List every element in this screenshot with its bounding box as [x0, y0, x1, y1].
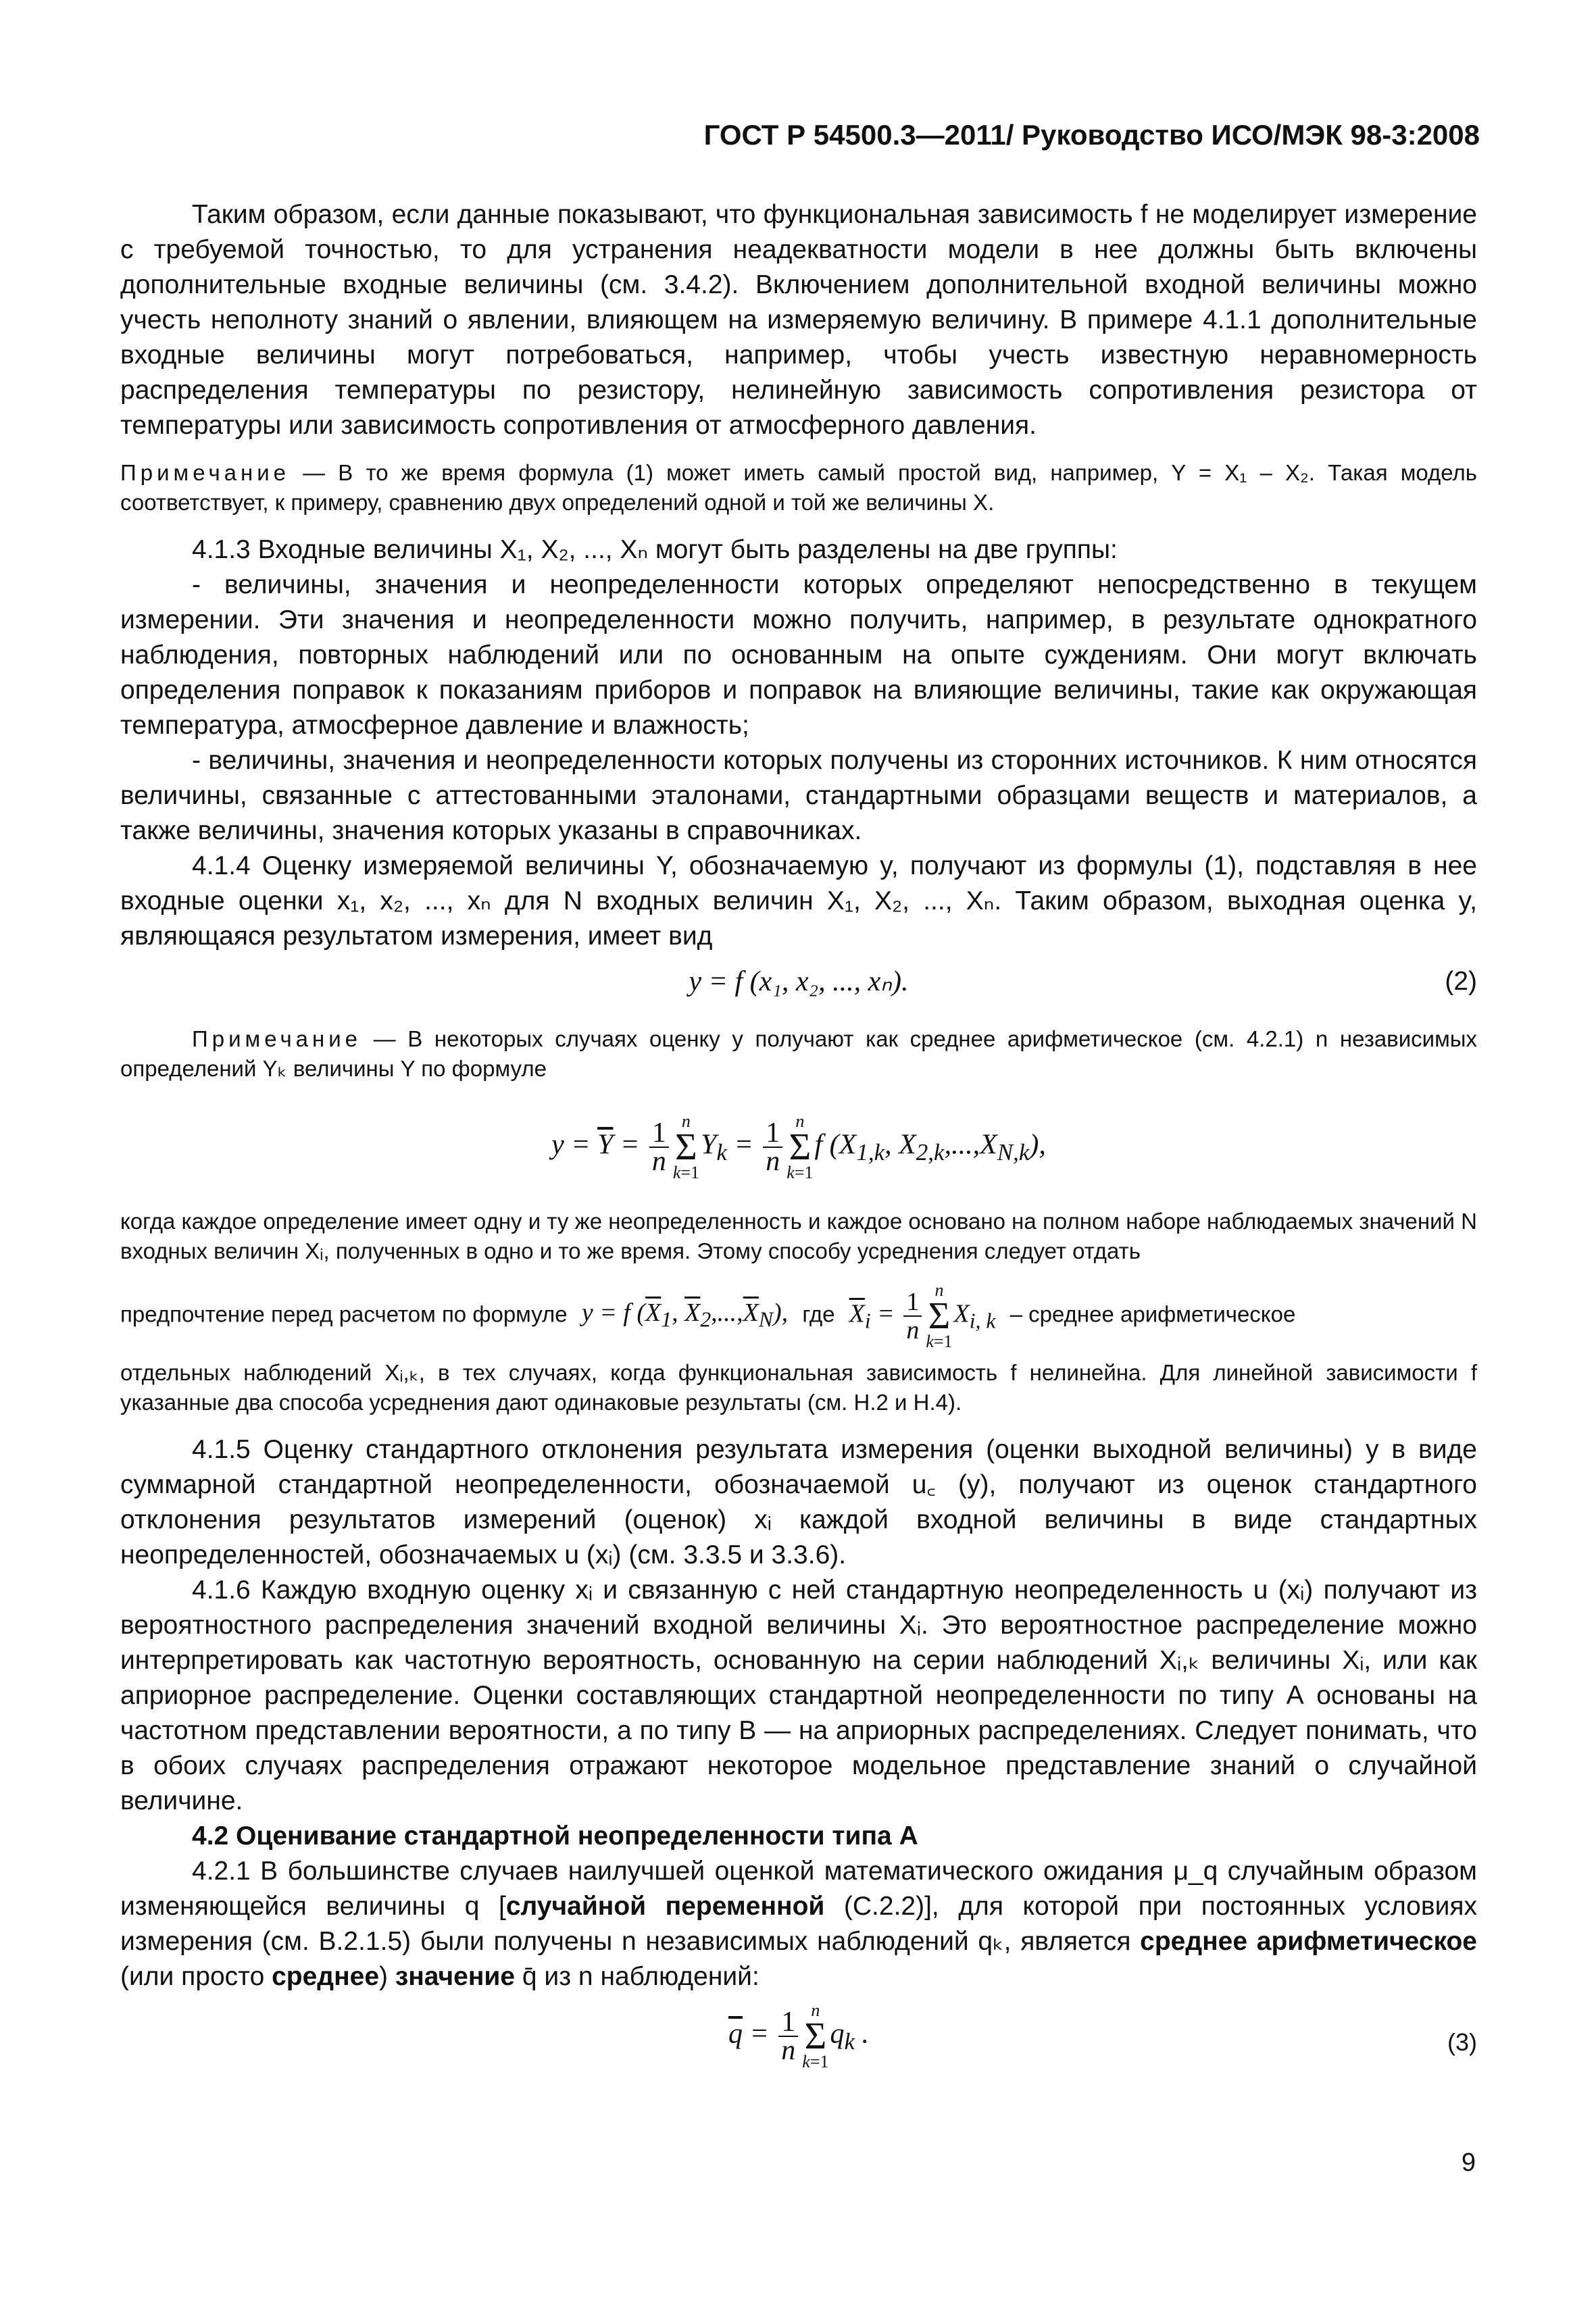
inline-mean-formula: $\overline{X}_i$ = $\frac{1}{n}$ n Σ k=1 $X_{i, k}$: [849, 1280, 996, 1351]
formula-3-number: (3): [1447, 2028, 1477, 2056]
note-2-continuation-2: отдельных наблюдений Xᵢ,ₖ, в тех случаях, когда функциональная зависимость f нелинейна. Для линейной зависимости f указанные два способа усреднения дают одинаковые результаты (см. Н.2 и Н.4).: [120, 1360, 1477, 1415]
paragraph-4-1-3-a: - величины, значения и неопределенности которых определяют непосредственно в текущем измерении. Эти значения и неопределенности можно получить, например, в результате однократного наблюдения, повторных наблюдений или по основанным на опыте суждениям. Они могут включать определения поправок к показаниям приборов и поправок на влияющие величины, такие как окружающая температура, атмосферное давление и влажность;: [120, 570, 1477, 740]
paragraph: Таким образом, если данные показывают, что функциональная зависимость f не моделирует измерение с требуемой точностью, то для устранения неадекватности модели в нее должны быть включены дополнительные входные величины (см. 3.4.2). Включением дополнительной входной величины можно учесть неполноту знаний о явлении, влияющем на измеряемую величину. В примере 4.1.1 дополнительные входные величины могут потребоваться, например, чтобы учесть известную неравномерность распределения температуры по резистору, нелинейную зависимость сопротивления резистора от температуры или зависимость сопротивления от атмосферного давления.: [120, 200, 1477, 440]
note-1: [120, 458, 1477, 518]
note-text: — В то же время формула (1) может иметь самый простой вид, например, Y = X₁ – X₂. Такая модель соответствует, к примеру, сравнению двух определений одной и той же величины X.: [120, 460, 1477, 515]
paragraph-4-1-6: 4.1.6 Каждую входную оценку xᵢ и связанную с ней стандартную неопределенность u (xᵢ) получают из вероятностного распределения значений входной величины Xᵢ. Это вероятностное распределение можно интерпретировать как частотную вероятность, основанную на серии наблюдений Xᵢ,ₖ величины Xᵢ, или как априорное распределение. Оценки составляющих стандартной неопределенности по типу А основаны на частотном представлении вероятности, а по типу В — на априорных распределениях. Следует понимать, что в обоих случаях распределения отражают некоторое модельное представление знаний о случайной величине.: [120, 1576, 1477, 1815]
text-run: 4.2.1 В большинстве случаев наилучшей оценкой математического ожидания μ_q случайным образом изменяющейся величины q [: [120, 1857, 1477, 1921]
text-run: q̄ из n наблюдений:: [515, 1962, 759, 1991]
formula-3: [120, 1994, 1477, 2089]
paragraph-4-1-4: 4.1.4 Оценку измеряемой величины Y, обозначаемую y, получают из формулы (1), подставляя в нее входные оценки x₁, x₂, ..., xₙ для N входных величин X₁, X₂, ..., Xₙ. Таким образом, выходная оценка y, являющаяся результатом измерения, имеет вид: [120, 851, 1477, 951]
paragraph-4-1-3-b: - величины, значения и неопределенности которых получены из сторонних источников. К ним относятся величины, связанные с аттестованными эталонами, стандартными образцами веществ и материалов, а также величины, значения которых указаны в справочниках.: [120, 746, 1477, 845]
note-2-tail: – среднее арифметическое: [1009, 1301, 1296, 1327]
formula-2-expression: y = f (x₁, x₂, ..., xₙ).: [689, 966, 909, 997]
formula-2-number: (2): [1445, 967, 1477, 996]
mean-formula: [120, 1099, 1477, 1207]
note-2: [120, 1024, 1477, 1084]
text-run: (или просто: [120, 1962, 272, 1991]
text-run: (С.2.2)], для которой при постоянных условиях измерения (см. В.2.1.5) были получены n независимых наблюдений qₖ, является: [120, 1892, 1477, 1956]
body-text: [120, 197, 1477, 2089]
note-text: — В некоторых случаях оценку y получают как среднее арифметическое (см. 4.2.1) n независимых определений Yₖ величины Y по формуле: [120, 1026, 1477, 1081]
term-value: значение: [395, 1962, 516, 1991]
note-2-where: где: [802, 1301, 835, 1327]
formula-2: [120, 954, 1477, 1009]
paragraph-4-2-1: [120, 1854, 1477, 1994]
note-label: Примечание: [192, 1026, 362, 1051]
section-heading-4-2: 4.2 Оценивание стандартной неопределенности типа А: [192, 1821, 918, 1851]
inline-formula: y = f ($\overline{X}_1$, $\overline{X}_2,...,\overline{X}_N$),: [581, 1298, 789, 1332]
note-label: Примечание: [120, 460, 291, 485]
term-arithmetic-mean: среднее арифметическое: [1140, 1927, 1477, 1956]
running-header: ГОСТ Р 54500.3—2011/ Руководство ИСО/МЭК 98-3:2008: [703, 119, 1480, 151]
term-random-variable: случайной переменной: [505, 1892, 825, 1921]
mean-formula-expression: $y = \overline{Y}$ = $\frac{1}{n}$ n Σ k=1 $Y_k$ = $\frac{1}{n}$ n Σ k=1 f ($X_{1,k}$, $X_{2,k},...,X_{N,k}$),: [551, 1111, 1046, 1182]
note-2-prefix: предпочтение перед расчетом по формуле: [120, 1301, 568, 1327]
note-2-continuation: когда каждое определение имеет одну и ту же неопределенность и каждое основано на полном наборе наблюдаемых значений N входных величин Xᵢ, полученных в одно и то же время. Этому способу усреднения следует отдать: [120, 1209, 1477, 1263]
note-2-inline-formula-line: [120, 1281, 1477, 1351]
page-number: 9: [1461, 2148, 1476, 2177]
text-run: ): [379, 1962, 395, 1991]
paragraph-4-1-3: 4.1.3 Входные величины X₁, X₂, ..., Xₙ могут быть разделены на две группы:: [192, 535, 1118, 564]
formula-3-expression: $\overline{q}$ = $\frac{1}{n}$ n Σ k=1 $q_k$ .: [728, 2001, 870, 2071]
term-mean: среднее: [272, 1962, 380, 1991]
paragraph-4-1-5: 4.1.5 Оценку стандартного отклонения результата измерения (оценки выходной величины) y в виде суммарной стандартной неопределенности, обозначаемой u꜀ (y), получают из оценок стандартного отклонения результатов измерений (оценок) xᵢ каждой входной величины в виде стандартных неопределенностей, обозначаемых u (xᵢ) (см. 3.3.5 и 3.3.6).: [120, 1435, 1477, 1569]
